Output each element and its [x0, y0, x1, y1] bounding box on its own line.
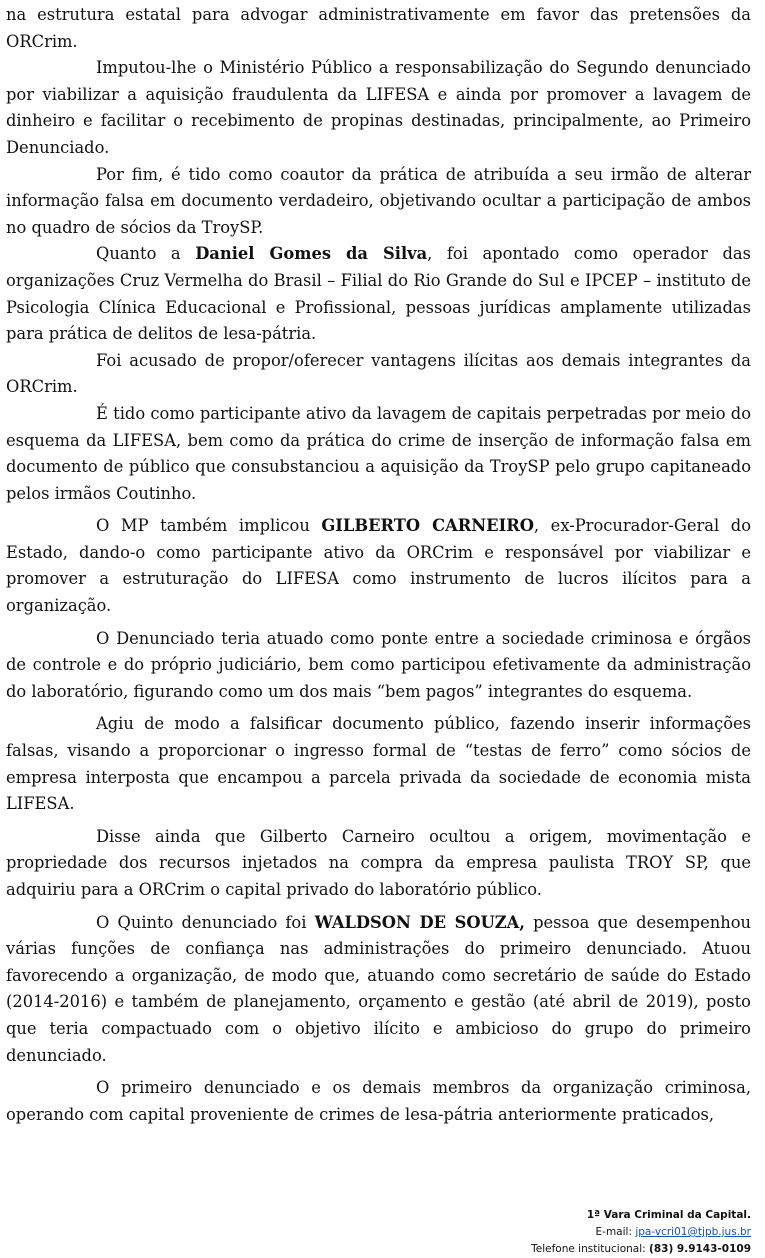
- text-run: Agiu de modo a falsificar documento público, fazendo inserir informações falsas, visando a proporcionar o ingresso formal de “testas de ferro” como sócios de empresa interposta que encampou a parcela privada da sociedade de economia mista LIFESA.: [6, 714, 751, 814]
- phone-line: [531, 1241, 751, 1258]
- text-run: Imputou-lhe o Ministério Público a responsabilização do Segundo denunciado por viabilizar a aquisição fraudulenta da LIFESA e ainda por promover a lavagem de dinheiro e facilitar o recebimento de propinas destinadas, principalmente, ao Primeiro Denunciado.: [6, 58, 751, 157]
- phone-label: Telefone institucional:: [531, 1243, 650, 1255]
- text-run: pessoa que desempenhou várias funções de confiança nas administrações do primeiro denunciado. Atuou favorecendo a organização, de modo que, atuando como secretário de saúde do Estado (2014-2016) e também de planejamento, orçamento e gestão (até abril de 2019), posto que teria compactuado com o objetivo ilícito e ambicioso do grupo do primeiro denunciado.: [6, 912, 751, 1065]
- text-run: , ex-Procurador-Geral do Estado, dando-o como participante ativo da ORCrim e responsável por viabilizar e promover a estruturação do LIFESA como instrumento de lucros ilícitos para a organização.: [6, 516, 752, 616]
- text-run: Por fim, é tido como coautor da prática de atribuída a seu irmão de alterar informação falsa em documento verdadeiro, objetivando ocultar a participação de ambos no quadro de sócios da TroySP.: [6, 164, 751, 237]
- phone-number: (83) 9.9143-0109: [649, 1243, 751, 1255]
- paragraph: [6, 162, 751, 242]
- text-run: O Denunciado teria atuado como ponte entre a sociedade criminosa e órgãos de controle e do próprio judiciário, bem como participou efetivamente da administração do laboratório, figurando como um dos mais “bem pagos” integrantes do esquema.: [6, 628, 751, 701]
- text-run: Disse ainda que Gilberto Carneiro ocultou a origem, movimentação e propriedade dos recursos injetados na compra da empresa paulista TROY SP, que adquiriu para a ORCrim o capital privado do laboratório público.: [6, 826, 751, 899]
- text-run: Foi acusado de propor/oferecer vantagens ilícitas aos demais integrantes da ORCrim.: [6, 350, 751, 397]
- text-run: Quanto a: [96, 244, 196, 264]
- email-link[interactable]: jpa-vcri01@tjpb.jus.br: [635, 1226, 751, 1238]
- email-line: [531, 1224, 751, 1241]
- document-body: [6, 2, 751, 1128]
- paragraph: [6, 55, 751, 161]
- text-run: O Quinto denunciado foi: [96, 912, 315, 932]
- paragraph: [6, 1075, 751, 1128]
- bold-name: GILBERTO CARNEIRO: [321, 516, 534, 536]
- paragraph: [6, 513, 751, 619]
- paragraph: [6, 626, 751, 706]
- paragraph: [6, 910, 751, 1070]
- text-run: O MP também implicou: [96, 516, 322, 536]
- paragraph: [6, 711, 751, 817]
- bold-name: Daniel Gomes da Silva: [195, 244, 428, 264]
- paragraph: [6, 2, 751, 55]
- email-label: E-mail:: [595, 1226, 636, 1238]
- bold-name: WALDSON DE SOUZA,: [314, 912, 525, 932]
- footer-contact: [531, 1207, 751, 1258]
- paragraph: [6, 401, 751, 507]
- paragraph: [6, 241, 751, 347]
- paragraph: [6, 824, 751, 904]
- paragraph: [6, 348, 751, 401]
- text-run: É tido como participante ativo da lavagem de capitais perpetradas por meio do esquema da LIFESA, bem como da prática do crime de inserção de informação falsa em documento de público que consubstanciou a aquisição da TroySP pelo grupo capitaneado pelos irmãos Coutinho.: [6, 403, 751, 503]
- court-name: 1ª Vara Criminal da Capital.: [586, 1209, 751, 1221]
- text-run: , foi apontado como operador das organizações Cruz Vermelha do Brasil – Filial do Rio Grande do Sul e IPCEP – instituto de Psicologia Clínica Educacional e Profissional, pessoas jurídicas amplamente utilizadas para prática de delitos de lesa-pátria.: [6, 244, 751, 344]
- text-run: O primeiro denunciado e os demais membros da organização criminosa, operando com capital proveniente de crimes de lesa-pátria anteriormente praticados,: [6, 1078, 751, 1124]
- text-run: na estrutura estatal para advogar administrativamente em favor das pretensões da ORCrim.: [6, 5, 751, 51]
